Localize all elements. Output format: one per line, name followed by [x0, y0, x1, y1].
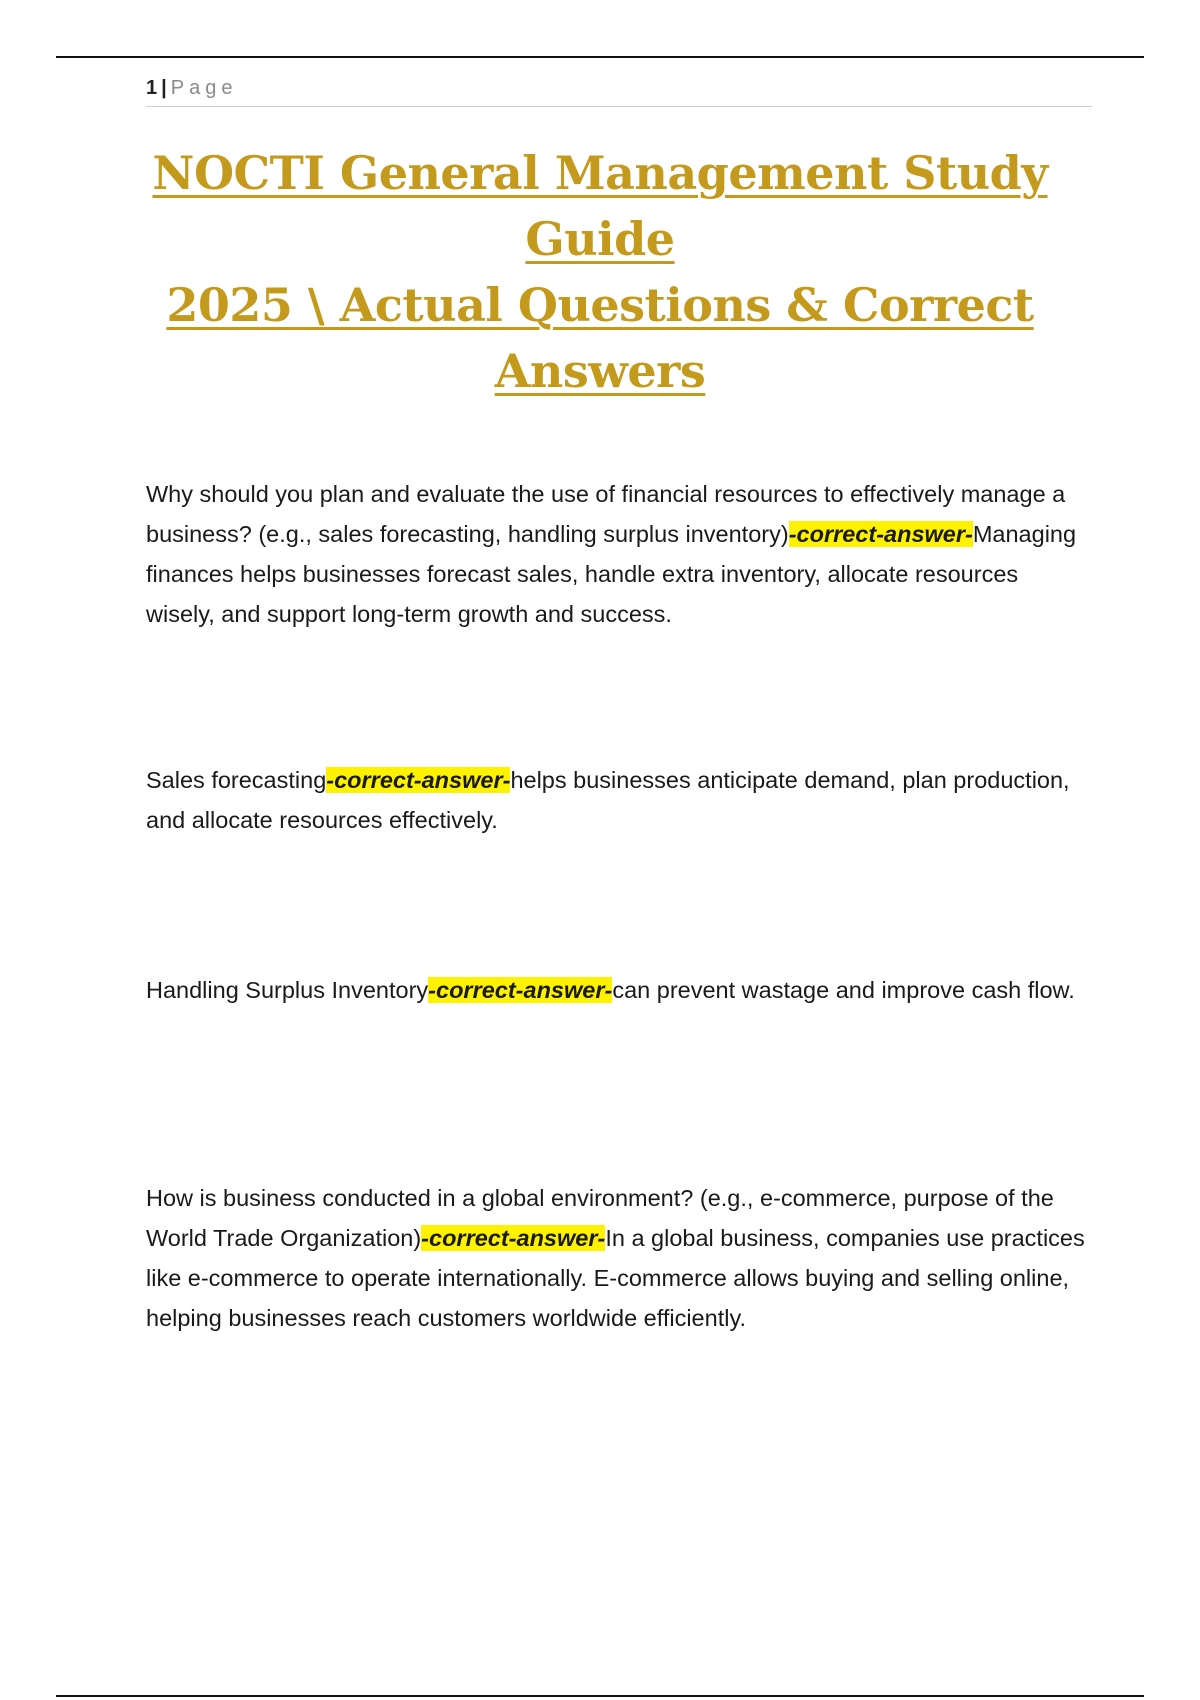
- page-header: [146, 74, 1092, 107]
- qa-item: [146, 970, 1086, 1010]
- question-text: Why should you plan and evaluate the use of financial resources to effectively manage a business? (e.g., sales forecasting, handling surplus inventory): [146, 481, 1066, 547]
- question-text: How is business conducted in a global environment? (e.g., e-commerce, purpose of the World Trade Organization): [146, 1185, 1054, 1251]
- page-separator: |: [161, 77, 167, 99]
- page-word: Page: [170, 77, 238, 99]
- correct-answer-marker: -correct-answer-: [788, 521, 973, 547]
- document-title: [100, 140, 1100, 404]
- bottom-rule: [56, 1695, 1144, 1697]
- qa-item: [146, 760, 1086, 840]
- answer-text: Managing finances helps businesses forecast sales, handle extra inventory, allocate resources wisely, and support long-term growth and success.: [146, 521, 1077, 627]
- answer-text: can prevent wastage and improve cash flow.: [612, 977, 1075, 1003]
- correct-answer-marker: -correct-answer-: [421, 1225, 606, 1251]
- qa-item: [146, 474, 1086, 634]
- page-number: 1: [146, 77, 158, 99]
- top-rule: [56, 56, 1144, 58]
- correct-answer-marker: -correct-answer-: [428, 977, 613, 1003]
- title-line-1: NOCTI General Management Study Guide: [152, 146, 1048, 266]
- question-text: Handling Surplus Inventory: [146, 977, 429, 1003]
- title-line-2: 2025 \ Actual Questions & Correct: [166, 278, 1034, 332]
- title-line-3: Answers: [494, 344, 706, 398]
- question-text: Sales forecasting: [146, 767, 327, 793]
- qa-item: [146, 1178, 1086, 1338]
- answer-text: helps businesses anticipate demand, plan production, and allocate resources effectively.: [146, 767, 1070, 833]
- correct-answer-marker: -correct-answer-: [326, 767, 511, 793]
- answer-text: In a global business, companies use practices like e-commerce to operate internationally. E-commerce allows buying and selling online, helping businesses reach customers worldwide efficiently.: [146, 1225, 1085, 1331]
